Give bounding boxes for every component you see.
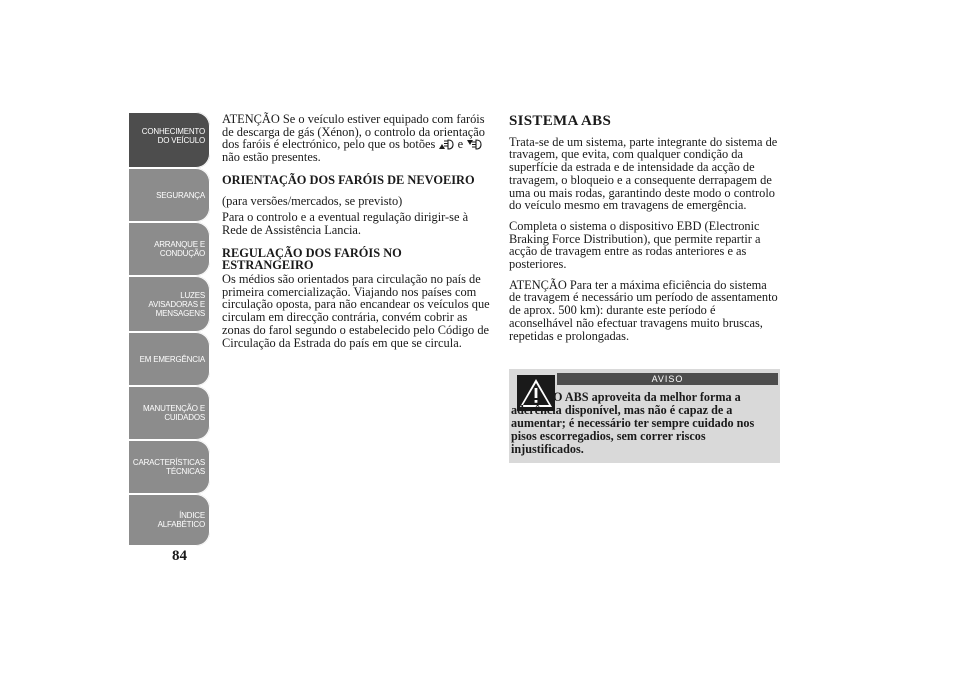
warning-header: AVISO bbox=[557, 373, 778, 385]
tab-caracteristicas-tecnicas[interactable]: CARACTERÍSTICAS TÉCNICAS bbox=[128, 440, 210, 494]
fog-paragraph: Para o controlo e a eventual regulação dirigir-se à Rede de Assistência Lancia. bbox=[222, 210, 469, 237]
heading-fog-lights: ORIENTAÇÃO DOS FARÓIS DE NEVOEIRO bbox=[222, 172, 475, 187]
warning-box bbox=[509, 369, 780, 463]
section-title-abs: SISTEMA ABS bbox=[509, 113, 612, 129]
abs-paragraph-3: ATENÇÃO Para ter a máxima eficiência do sistema de travagem é necessário um período de assentamento de aprox. 500 km): durante este período é aconselhável não efectuar travagens muito bruscas, repetidas e prolongadas. bbox=[509, 277, 778, 343]
abs-paragraph-1: Trata-se de um sistema, parte integrante do sistema de travagem, que evita, com qualquer condição da superfície da estrada e de intensidade da acção de travagem, o bloqueio e a consequente derrapagem de uma ou mais rodas, garantindo deste modo o controlo do veículo mesmo em travagens de emergência. bbox=[509, 134, 778, 213]
headlamp-down-icon bbox=[466, 139, 482, 150]
tab-em-emergencia[interactable]: EM EMERGÊNCIA bbox=[128, 332, 210, 386]
right-column bbox=[509, 115, 781, 350]
abroad-paragraph: Os médios são orientados para circulação no país de primeira comercialização. Viajando nos países com circulação oposta, para não encandear os veículos que circulam em direcção contrária, convém cobrir as zonas do farol segundo o estabelecido pelo Código de Circulação da Estrada do país em que se circula. bbox=[222, 272, 490, 350]
page-number: 84 bbox=[172, 548, 187, 564]
tab-seguranca[interactable]: SEGURANÇA bbox=[128, 168, 210, 222]
abs-paragraph-2: Completa o sistema o dispositivo EBD (Electronic Braking Force Distribution), que permite repartir a acção de travagem entre as rodas anteriores e as posteriores. bbox=[509, 218, 761, 272]
tab-indice-alfabetico[interactable]: ÍNDICE ALFABÉTICO bbox=[128, 494, 210, 546]
left-column bbox=[222, 113, 494, 357]
heading-headlamps-abroad: REGULAÇÃO DOS FARÓIS NO ESTRANGEIRO bbox=[222, 245, 402, 273]
tab-arranque-e-conducao[interactable]: ARRANQUE E CONDUÇÃO bbox=[128, 222, 210, 276]
tab-luzes-avisadoras[interactable]: LUZES AVISADORAS E MENSAGENS bbox=[128, 276, 210, 332]
tab-manutencao-e-cuidados[interactable]: MANUTENÇÃO E CUIDADOS bbox=[128, 386, 210, 440]
tab-conhecimento-do-veiculo[interactable]: CONHECIMENTO DO VEÍCULO bbox=[128, 112, 210, 168]
warning-text: O ABS aproveita da melhor forma a aderência disponível, mas não é capaz de a aumentar; é necessário ter sempre cuidado nos pisos escorregadios, sem correr riscos injustificados. bbox=[511, 390, 755, 456]
headlamp-up-icon bbox=[438, 139, 454, 150]
fog-subtitle: (para versões/mercados, se previsto) bbox=[222, 193, 403, 208]
xenon-note: ATENÇÃO Se o veículo estiver equipado com faróis de descarga de gás (Xénon), o controlo da orientação dos faróis é electrónico, pelo que os botões e não estão presentes. bbox=[222, 112, 485, 165]
